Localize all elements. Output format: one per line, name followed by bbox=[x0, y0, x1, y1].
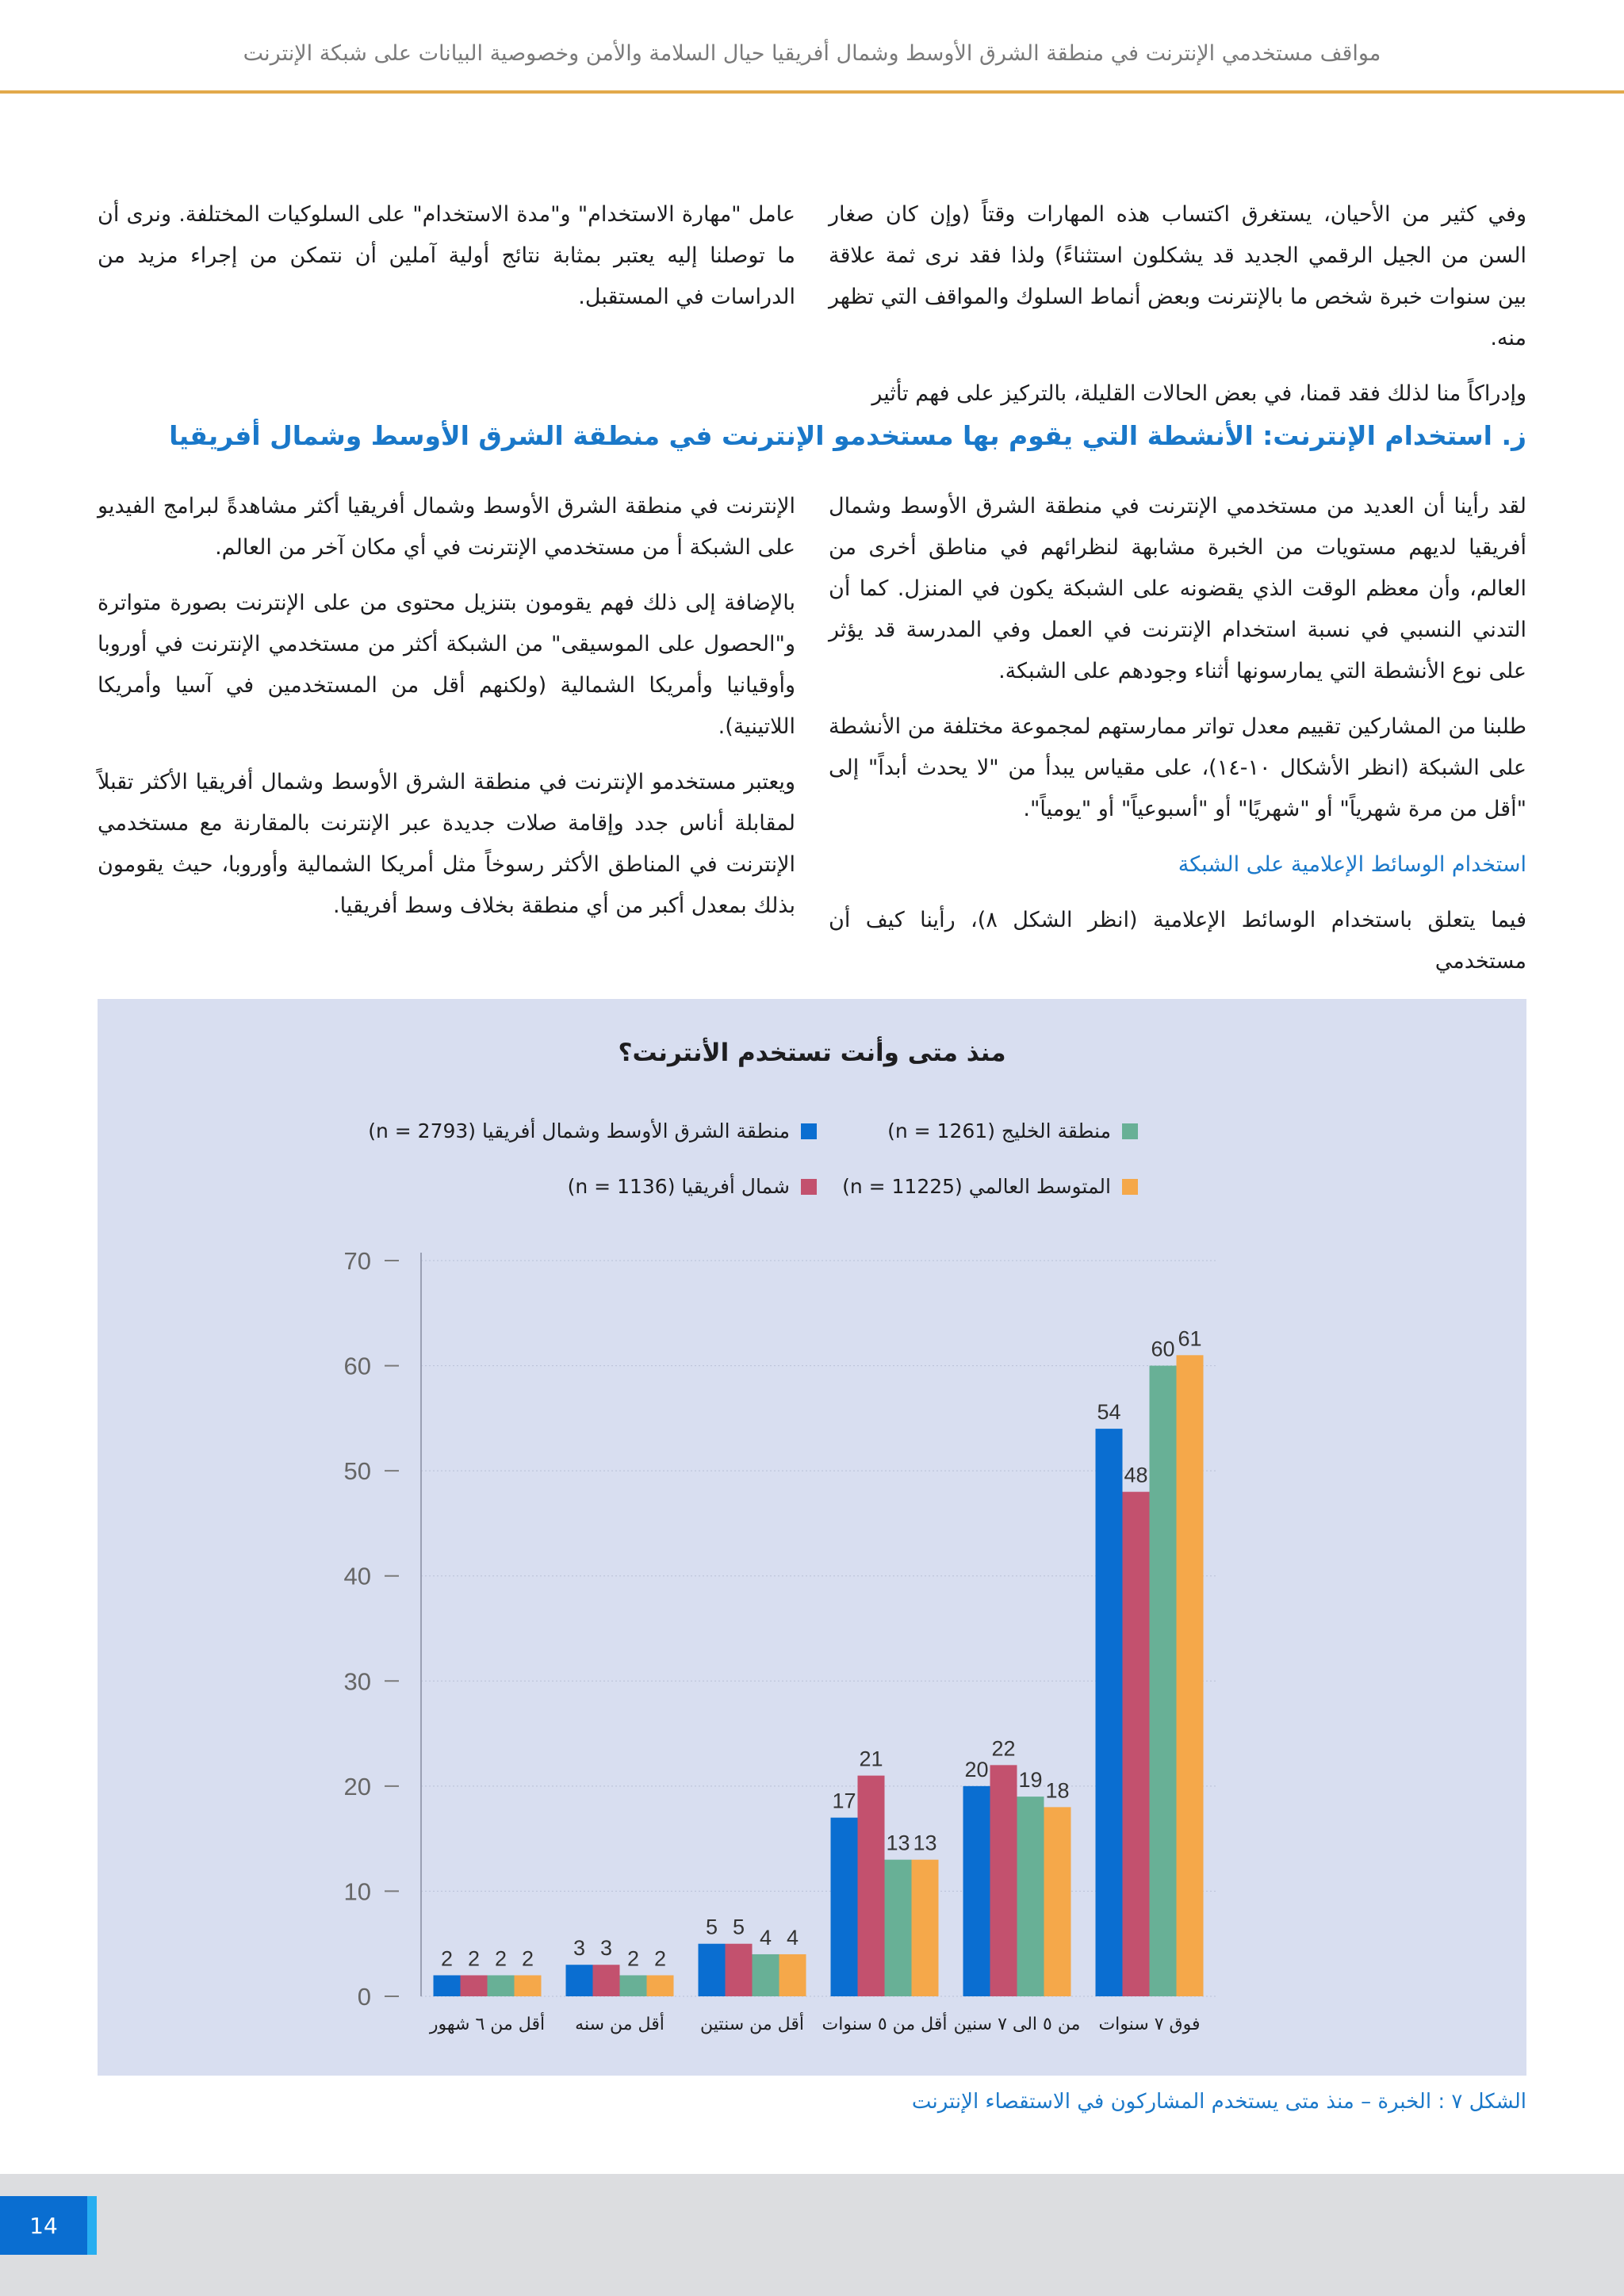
bar bbox=[1044, 1807, 1071, 1996]
bar bbox=[912, 1860, 939, 1996]
x-category-label: أقل من ٥ سنوات bbox=[822, 2015, 948, 2034]
bar-value-label: 4 bbox=[759, 1925, 772, 1950]
section-right-paragraph-3: فيما يتعلق باستخدام الوسائط الإعلامية (انظر الشكل ٨)، رأينا كيف أن مستخدمي bbox=[829, 908, 1526, 974]
section-right-column bbox=[829, 486, 1526, 997]
section-heading: ز. استخدام الإنترنت: الأنشطة التي يقوم بها مستخدمو الإنترنت في منطقة الشرق الأوسط وشمال أفريقيا bbox=[169, 420, 1526, 451]
y-tick-label: 50 bbox=[343, 1457, 371, 1486]
x-category-label: من ٥ الى ٧ سنين bbox=[953, 2015, 1081, 2034]
legend-label-north-africa: شمال أفريقيا (n = 1136) bbox=[567, 1175, 790, 1198]
bar bbox=[831, 1818, 858, 1996]
x-category-label: أقل من ٦ شهور bbox=[429, 2015, 546, 2034]
section-left-column bbox=[98, 486, 795, 941]
page-footer bbox=[0, 2174, 1624, 2296]
bar bbox=[963, 1786, 990, 1996]
y-tick-label: 10 bbox=[343, 1877, 371, 1906]
page-header bbox=[0, 0, 1624, 94]
y-tick-label: 30 bbox=[343, 1667, 371, 1696]
chart-panel bbox=[98, 999, 1526, 2076]
bar-value-label: 3 bbox=[599, 1936, 613, 1961]
bar bbox=[990, 1765, 1017, 1996]
bar bbox=[1123, 1492, 1150, 1996]
intro-left-paragraph-1: عامل "مهارة الاستخدام" و"مدة الاستخدام" على السلوكيات المختلفة. ونرى أن ما توصلنا إليه يعتبر بمثابة نتائج أولية آملين أن نتمكن من إجراء مزيد من الدراسات في المستقبل. bbox=[98, 202, 795, 309]
figure-caption: الشكل ٧ : الخبرة – منذ متى يستخدم المشاركون في الاستقصاء الإنترنت bbox=[911, 2090, 1526, 2114]
section-right-paragraph-2: طلبنا من المشاركين تقييم معدل تواتر ممارستهم لمجموعة مختلفة من الأنشطة على الشبكة (انظر الأشكال ١٠-١٤)، على مقياس يبدأ من "لا يحدث أبداً" إلى "أقل من مرة شهرياً" أو "شهريًا" أو "أسبوعياً" أو "يومياً". bbox=[829, 714, 1527, 821]
bar-value-label: 5 bbox=[732, 1915, 745, 1939]
y-tick-label: 40 bbox=[343, 1562, 371, 1590]
bar-value-label: 19 bbox=[1018, 1768, 1043, 1793]
bar-chart bbox=[98, 999, 1526, 2076]
bar-value-label: 3 bbox=[573, 1936, 586, 1961]
bar bbox=[699, 1944, 726, 1996]
intro-right-paragraph-2: وإدراكاً منا لذلك فقد قمنا، في بعض الحالات القليلة، بالتركيز على فهم تأثير bbox=[871, 381, 1526, 406]
bar-value-label: 48 bbox=[1124, 1463, 1148, 1487]
section-left-paragraph-3: ويعتبر مستخدمو الإنترنت في منطقة الشرق الأوسط وشمال أفريقيا الأكثر تقبلاً لمقابلة أناس جدد وإقامة صلات جديدة عبر الإنترنت بالمقارنة مع مستخدمي الإنترنت في المناطق الأكثر رسوخاً مثل أمريكا الشمالية وأوروبا، حيث يقومون بذلك بمعدل أكبر من أي منطقة بخلاف وسط أفريقيا. bbox=[98, 770, 795, 918]
bar-value-label: 5 bbox=[705, 1915, 718, 1939]
bar-value-label: 54 bbox=[1097, 1400, 1121, 1425]
bar bbox=[515, 1975, 542, 1996]
bar-value-label: 2 bbox=[467, 1946, 481, 1971]
y-tick-label: 60 bbox=[343, 1352, 371, 1380]
bar-value-label: 18 bbox=[1045, 1778, 1070, 1803]
bar-value-label: 2 bbox=[521, 1946, 534, 1971]
bar-value-label: 20 bbox=[964, 1757, 989, 1781]
bar-value-label: 2 bbox=[653, 1946, 667, 1971]
bar-value-label: 60 bbox=[1151, 1337, 1175, 1361]
intro-right-column bbox=[829, 194, 1526, 429]
bar-value-label: 17 bbox=[832, 1789, 856, 1813]
legend-label-mena: منطقة الشرق الأوسط وشمال أفريقيا (n = 2793) bbox=[368, 1119, 790, 1142]
bar bbox=[461, 1975, 488, 1996]
section-left-paragraph-2: بالإضافة إلى ذلك فهم يقومون بتنزيل محتوى من على الإنترنت بصورة متواترة و"الحصول على الموسيقى" من الشبكة أكثر من مستخدمي الإنترنت في أوروبا وأوقيانيا وأمريكا الشمالية (ولكنهم أقل من المستخدمين في آسيا وأمريكا اللاتينية). bbox=[98, 591, 795, 739]
legend-label-global: المتوسط العالمي (n = 11225) bbox=[842, 1175, 1111, 1198]
bar bbox=[779, 1954, 806, 1996]
x-category-label: فوق ٧ سنوات bbox=[1098, 2015, 1201, 2034]
bar bbox=[726, 1944, 753, 1996]
page-number: 14 bbox=[0, 2196, 97, 2255]
bar bbox=[1017, 1797, 1044, 1996]
bar-value-label: 2 bbox=[626, 1946, 640, 1971]
bar bbox=[566, 1965, 593, 1996]
y-tick-label: 0 bbox=[357, 1983, 371, 2011]
y-tick-label: 70 bbox=[343, 1247, 371, 1275]
bar-value-label: 21 bbox=[859, 1747, 883, 1771]
bar-value-label: 4 bbox=[786, 1925, 799, 1950]
bar bbox=[1096, 1429, 1123, 1996]
bar bbox=[885, 1860, 912, 1996]
intro-right-paragraph-1: وفي كثير من الأحيان، يستغرق اكتساب هذه المهارات وقتاً (وإن كان صغار السن من الجيل الرقمي الجديد قد يشكلون استثناءً) ولذا فقد نرى ثمة علاقة بين سنوات خبرة شخص ما بالإنترنت وبعض أنماط السلوك والمواقف التي تظهر منه. bbox=[829, 202, 1526, 350]
bar-value-label: 13 bbox=[886, 1831, 910, 1855]
bar bbox=[620, 1975, 647, 1996]
section-right-paragraph-1: لقد رأينا أن العديد من مستخدمي الإنترنت في منطقة الشرق الأوسط وشمال أفريقيا لديهم مستويات من الخبرة مشابهة لنظرائهم في مناطق أخرى من العالم، وأن معظم الوقت الذي يقضونه على الشبكة يكون في المنزل. كما أن التدني النسبي في نسبة استخدام الإنترنت في العمل وفي المدرسة قد يؤثر على نوع الأنشطة التي يمارسونها أثناء وجودهم على الشبكة. bbox=[829, 494, 1526, 683]
bar bbox=[647, 1975, 674, 1996]
bar bbox=[434, 1975, 461, 1996]
bar-value-label: 61 bbox=[1178, 1326, 1202, 1351]
chart-title: منذ متى وأنت تستخدم الأنترنت؟ bbox=[618, 1039, 1006, 1067]
x-category-label: أقل من سنتين bbox=[700, 2015, 804, 2034]
bar-value-label: 22 bbox=[991, 1736, 1016, 1761]
bar-value-label: 13 bbox=[913, 1831, 937, 1855]
bar bbox=[1150, 1366, 1177, 1996]
x-category-label: أقل من سنه bbox=[575, 2015, 665, 2034]
bar-value-label: 2 bbox=[494, 1946, 508, 1971]
intro-left-column bbox=[98, 194, 795, 332]
bar bbox=[1177, 1355, 1204, 1996]
bar-value-label: 2 bbox=[440, 1946, 454, 1971]
bar bbox=[488, 1975, 515, 1996]
header-title: مواقف مستخدمي الإنترنت في منطقة الشرق الأوسط وشمال أفريقيا حيال السلامة والأمن وخصوصية البيانات على شبكة الإنترنت bbox=[243, 41, 1381, 66]
bar bbox=[753, 1954, 779, 1996]
media-subheading: استخدام الوسائط الإعلامية على الشبكة bbox=[1178, 852, 1526, 877]
bar bbox=[858, 1776, 885, 1996]
section-left-paragraph-1: الإنترنت في منطقة الشرق الأوسط وشمال أفريقيا أكثر مشاهدةً لبرامج الفيديو على الشبكة أ من مستخدمي الإنترنت في أي مكان آخر من العالم. bbox=[98, 494, 795, 560]
bar bbox=[593, 1965, 620, 1996]
legend-label-gulf: منطقة الخليج (n = 1261) bbox=[887, 1119, 1111, 1142]
y-tick-label: 20 bbox=[343, 1772, 371, 1800]
